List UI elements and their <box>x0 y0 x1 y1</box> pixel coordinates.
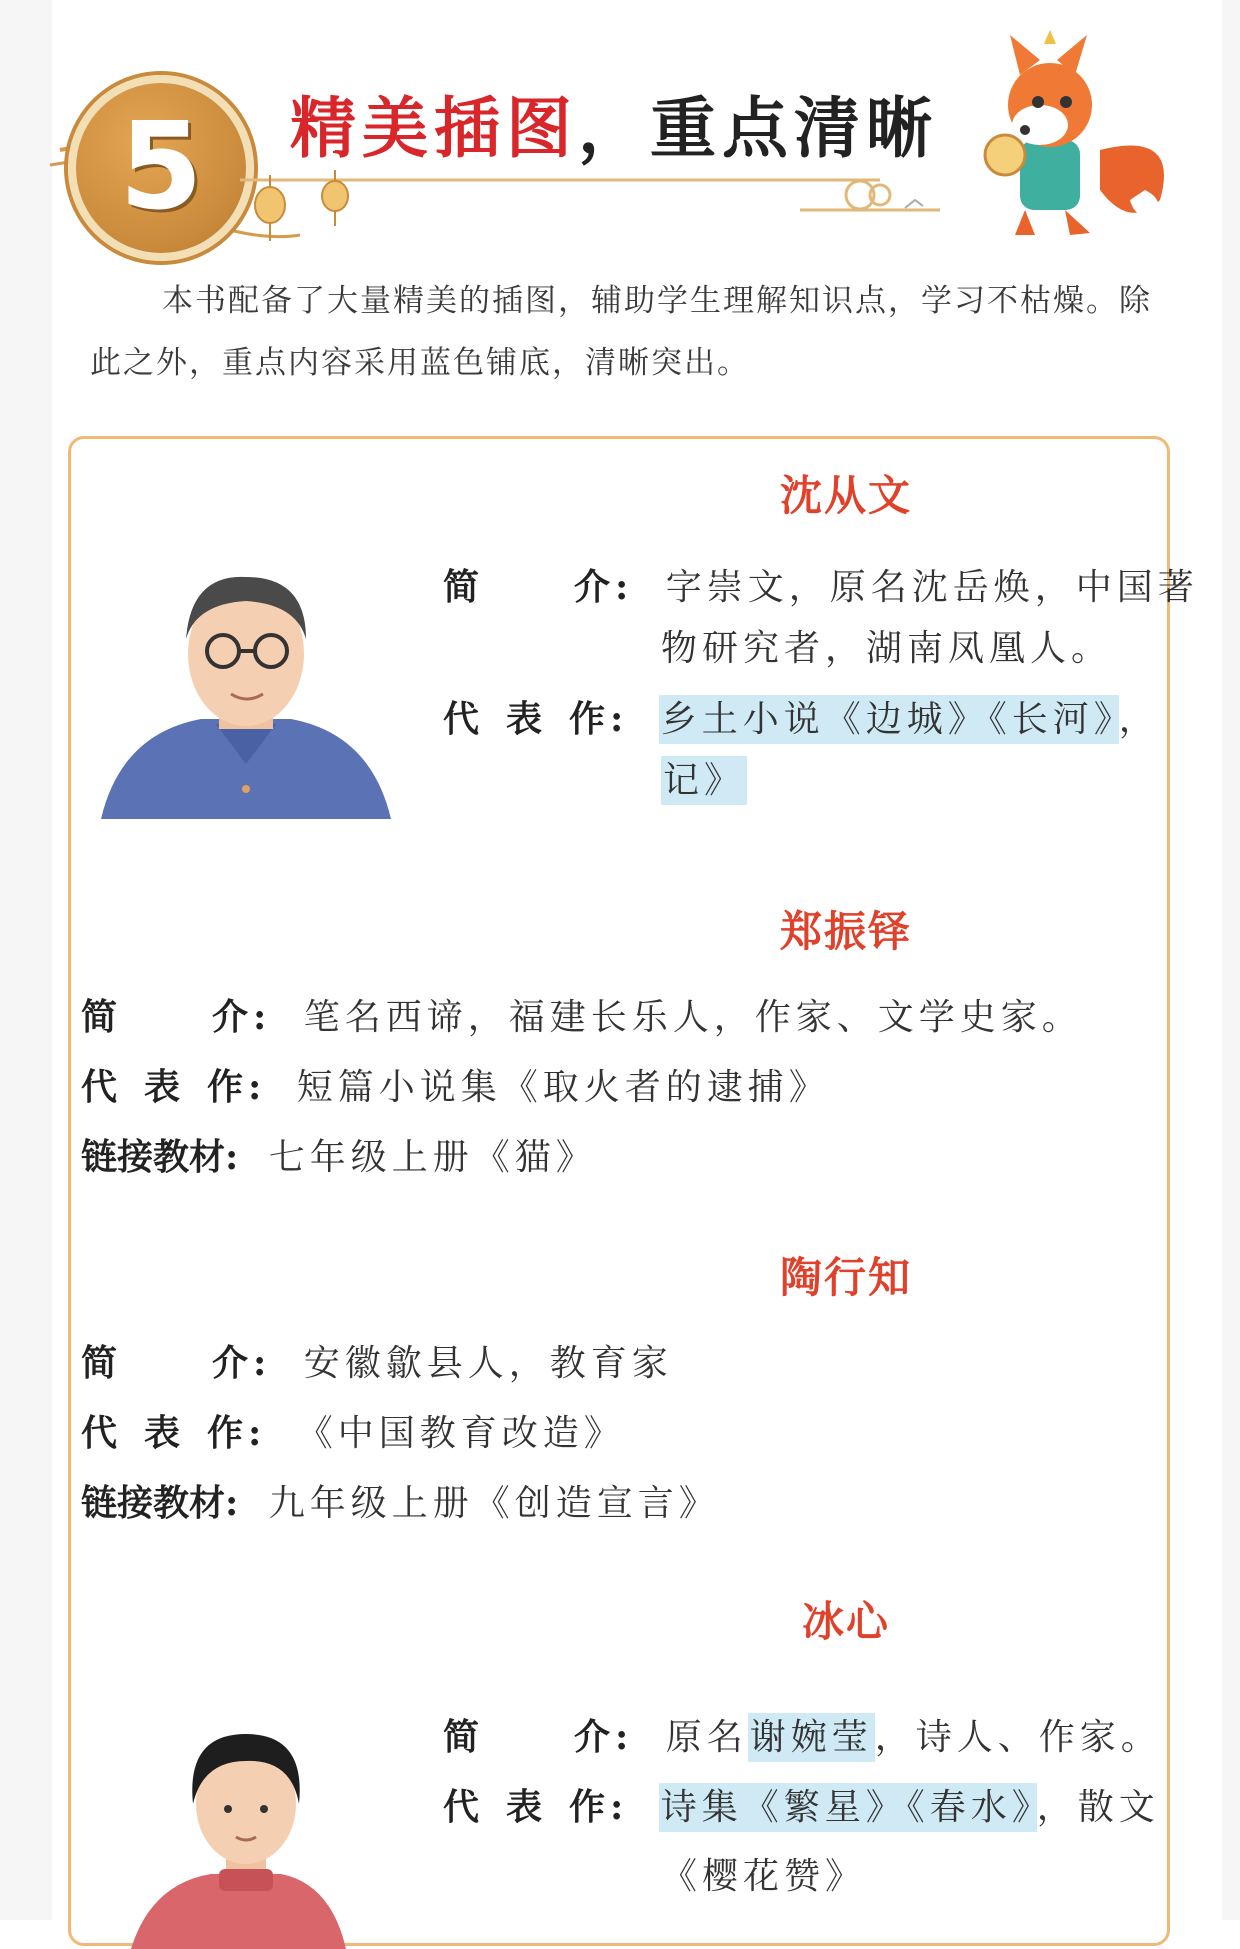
works-row-continued <box>661 1856 867 1897</box>
title-dark: 重点清晰 <box>650 89 938 167</box>
link-row <box>81 1482 720 1524</box>
bio-row <box>443 566 1199 608</box>
works-highlight: 乡土小说《边城》《长河》 <box>659 695 1119 744</box>
works-label: 代 表 作: <box>443 698 629 740</box>
name-highlight: 谢婉莹 <box>748 1713 875 1762</box>
link-label: 链接教材: <box>81 1482 239 1524</box>
works-row <box>443 1786 1160 1828</box>
title-red: 精美插图 <box>290 89 578 167</box>
section-number: 5 <box>119 98 203 237</box>
bio-text: 安徽歙县人，教育家 <box>303 1343 673 1384</box>
intro-paragraph: 本书配备了大量精美的插图，辅助学生理解知识点，学习不枯燥。除此之外，重点内容采用蓝色铺底，清晰突出。 <box>90 283 1152 381</box>
works-text-continued: 《樱花赞》 <box>661 1856 867 1897</box>
works-label: 代 表 作: <box>443 1786 629 1828</box>
works-text: 短篇小说集《取火者的逮捕》 <box>296 1067 830 1108</box>
number-badge <box>68 75 254 261</box>
fox-mascot <box>950 30 1190 240</box>
works-row <box>443 698 1160 740</box>
works-highlight-continued: 记》 <box>661 756 747 805</box>
link-label: 链接教材: <box>81 1136 239 1178</box>
bio-row <box>443 1716 1162 1758</box>
link-text: 七年级上册《猫》 <box>268 1137 597 1178</box>
author-name-zheng-zhenduo: 郑振铎 <box>779 907 912 956</box>
works-row <box>81 1412 625 1454</box>
title-separator: ， <box>578 89 650 167</box>
section-header <box>50 30 1200 250</box>
bio-label: 简 介: <box>443 566 634 608</box>
portrait-shen-congwen <box>91 559 401 829</box>
link-text: 九年级上册《创造宣言》 <box>268 1483 720 1524</box>
bio-label: 简 介: <box>81 1342 272 1384</box>
bio-row-continued <box>661 628 1113 669</box>
works-row-continued <box>661 760 747 801</box>
works-label: 代 表 作: <box>81 1412 267 1454</box>
bio-text: 笔名西谛，福建长乐人，作家、文学史家。 <box>303 997 1083 1038</box>
author-name-bing-xin: 冰心 <box>801 1597 890 1646</box>
works-label: 代 表 作: <box>81 1066 267 1108</box>
left-margin <box>0 0 52 1920</box>
bio-label: 简 介: <box>81 996 272 1038</box>
lantern-icon <box>315 170 355 230</box>
bio-label: 简 介: <box>443 1716 634 1758</box>
works-separator: ， <box>1118 699 1160 740</box>
bio-row <box>81 1342 673 1384</box>
link-row <box>81 1136 597 1178</box>
author-card <box>68 436 1199 1946</box>
bio-text-continued: 物研究者，湖南凤凰人。 <box>661 628 1113 669</box>
author-name-shen-congwen: 沈从文 <box>779 471 912 520</box>
works-text: ，散文 <box>1036 1787 1160 1828</box>
right-margin <box>1222 0 1240 1920</box>
author-name-tao-xingzhi: 陶行知 <box>779 1253 912 1302</box>
bio-text: 字崇文，原名沈岳焕，中国著 <box>665 567 1199 608</box>
bio-row <box>81 996 1083 1038</box>
bio-text: 原名谢婉莹，诗人、作家。 <box>666 1717 1162 1758</box>
works-text: 《中国教育改造》 <box>296 1413 625 1454</box>
section-title <box>290 75 938 170</box>
works-row <box>81 1066 830 1108</box>
lantern-icon <box>250 175 290 245</box>
portrait-bing-xin <box>131 1709 351 1949</box>
works-highlight: 诗集《繁星》《春水》 <box>659 1783 1037 1832</box>
